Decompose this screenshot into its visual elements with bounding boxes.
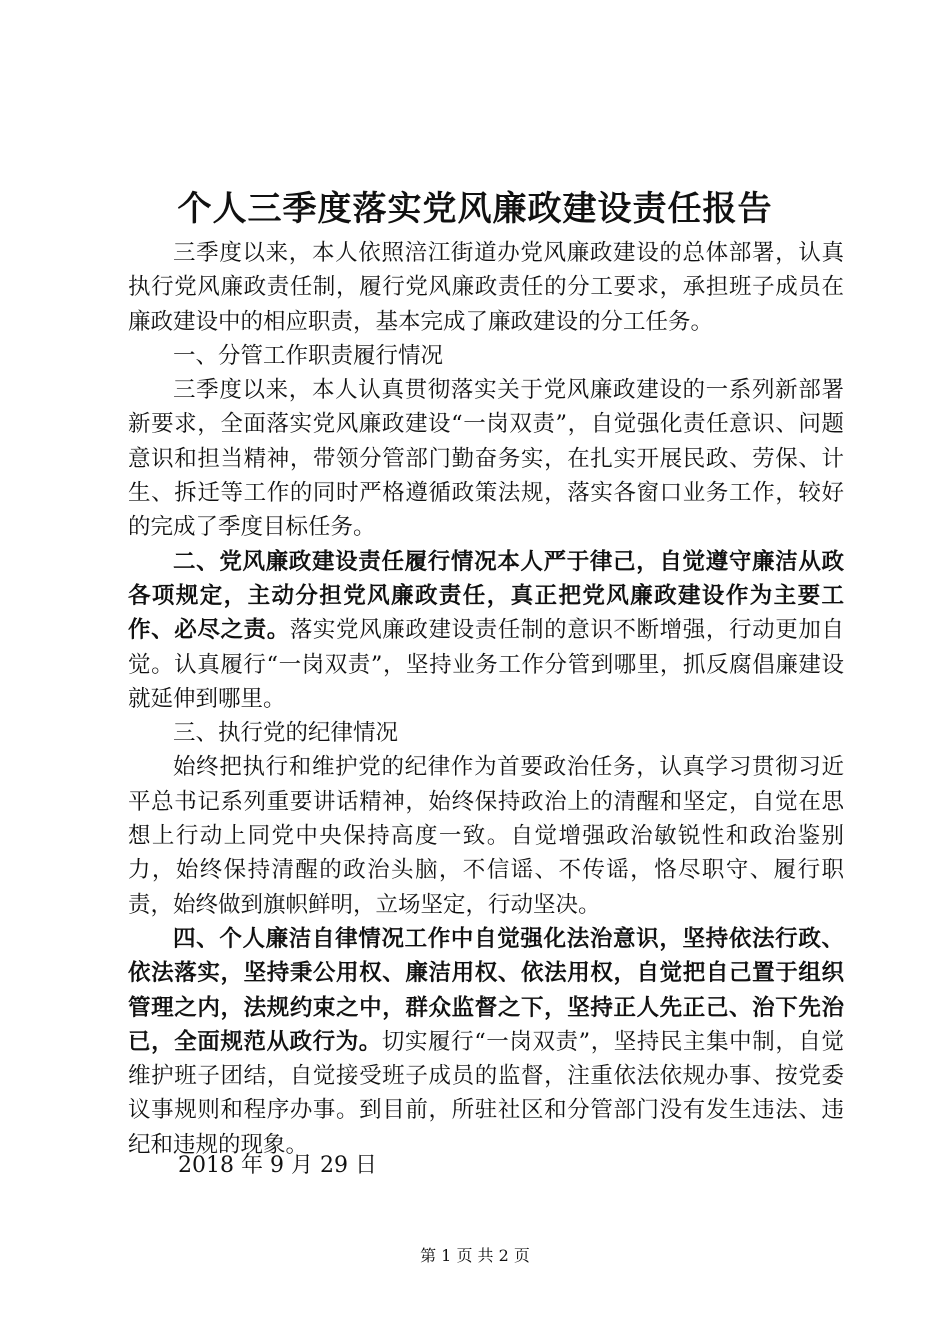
intro-paragraph <box>128 236 844 339</box>
paragraph-text: 落实党风廉政建设责任制的意识不断增强，行动更加自觉。认真履行“一岗双责”，坚持业务工作分管到哪里，抓反腐倡廉建设就延伸到哪里。 <box>128 617 844 712</box>
paragraph-text: 三季度以来，本人认真贯彻落实关于党风廉政建设的一系列新部署新要求，全面落实党风廉政建设“一岗双责”，自觉强化责任意识、问题意识和担当精神，带领分管部门勤奋务实，在扎实开展民政、劳保、计生、拆迁等工作的同时严格遵循政策法规，落实各窗口业务工作，较好的完成了季度目标任务。 <box>128 377 844 541</box>
paragraph-text: 切实履行“一岗双责”，坚持民主集中制，自觉维护班子团结，自觉接受班子成员的监督，注重依法依规办事、按党委议事规则和程序办事。到目前，所驻社区和分管部门没有发生违法、违纪和违规的现象。 <box>128 1028 844 1158</box>
paragraph-text: 始终把执行和维护党的纪律作为首要政治任务，认真学习贯彻习近平总书记系列重要讲话精神，始终保持政治上的清醒和坚定，自觉在思想上行动上同党中央保持高度一致。自觉增强政治敏锐性和政治鉴别力，始终保持清醒的政治头脑，不信谣、不传谣，恪尽职守、履行职责，始终做到旗帜鲜明，立场坚定，行动坚决。 <box>128 754 844 918</box>
section-1-paragraph <box>128 373 844 544</box>
section-2-paragraph <box>128 545 844 716</box>
bold-heading-text: 二、党风廉政建设责任履行情况本人严于律己，自觉遵守廉洁从政各项规定，主动分担党风廉政责任，真正把党风廉政建设作为主要工作、必尽之责。 <box>128 548 844 644</box>
section-4-paragraph <box>128 922 844 1162</box>
heading-text: 一、分管工作职责履行情况 <box>173 342 444 369</box>
paragraph-text: 三季度以来，本人依照涪江街道办党风廉政建设的总体部署，认真执行党风廉政责任制，履行党风廉政责任的分工要求，承担班子成员在廉政建设中的相应职责，基本完成了廉政建设的分工任务。 <box>128 240 844 335</box>
document-date: 2018 年 9 月 29 日 <box>178 1153 377 1178</box>
document-body <box>128 236 844 1162</box>
bold-heading-text: 四、个人廉洁自律情况工作中自觉强化法治意识，坚持依法行政、依法落实，坚持秉公用权、廉洁用权、依法用权，自觉把自己置于组织管理之内，法规约束之中，群众监督之下，坚持正人先正己、治下先治已，全面规范从政行为。 <box>128 925 844 1055</box>
section-heading-3 <box>128 716 844 750</box>
document-title: 个人三季度落实党风廉政建设责任报告 <box>177 189 773 229</box>
page-footer: 第 1 页 共 2 页 <box>420 1246 530 1265</box>
heading-text: 三、执行党的纪律情况 <box>173 720 399 747</box>
section-3-paragraph <box>128 750 844 921</box>
section-heading-1 <box>128 339 844 373</box>
